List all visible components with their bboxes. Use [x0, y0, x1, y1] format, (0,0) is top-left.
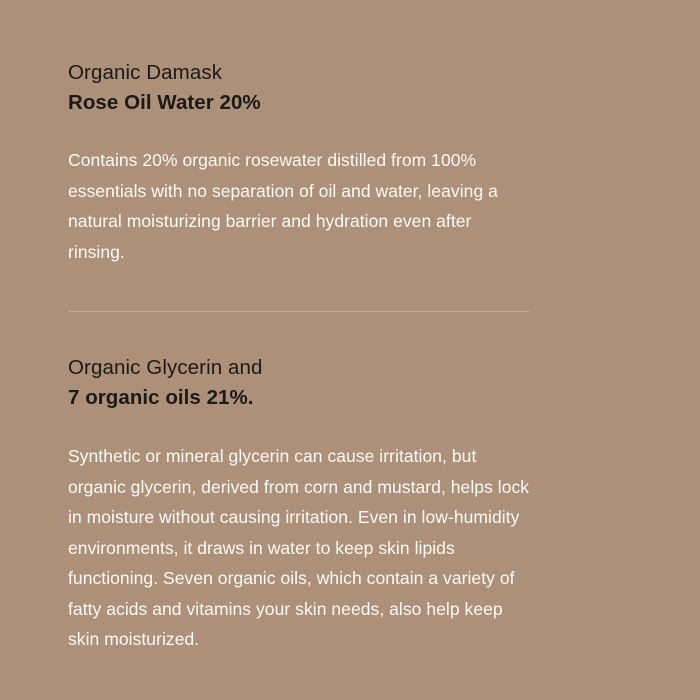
section-2-body-text: Synthetic or mineral glycerin can cause irritation, but organic glycerin, derived from corn and mustard, helps lock in moisture without causing irritation. Even in low-humidity environments, it draws in water to keep skin lipids functioning. Seven organic oils, which contain a variety of fatty acids and vitamins your skin needs, also help keep skin moisturized. — [68, 446, 530, 649]
section-1-heading-line-2: Rose Oil Water 20% — [68, 91, 261, 114]
section-2-heading-line-1: Organic Glycerin and — [68, 356, 263, 379]
section-1-heading-line-1: Organic Damask — [68, 61, 223, 84]
section-1-body-text: Contains 20% organic rosewater distilled from 100% essentials with no separation of oil and water, leaving a natural moisturizing barrier and hydration even after rinsing. — [68, 150, 498, 262]
section-2-heading-line-2: 7 organic oils 21%. — [68, 386, 254, 409]
section-organic-glycerin — [68, 312, 530, 655]
section-rose-oil-water — [68, 50, 530, 267]
